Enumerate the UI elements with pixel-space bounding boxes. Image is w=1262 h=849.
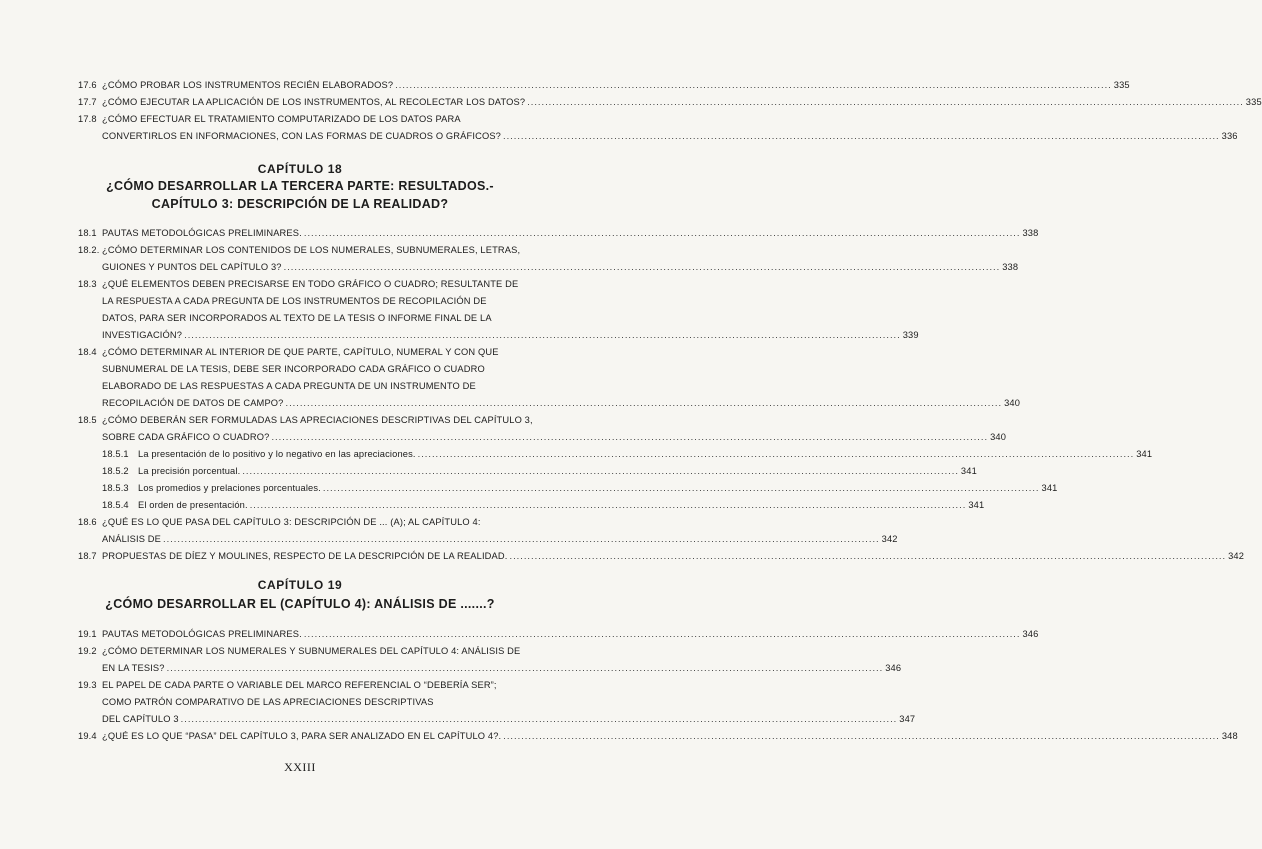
- toc-entry-number: 18.6: [78, 517, 97, 527]
- dot-leader: [304, 626, 1021, 643]
- toc-entry-line: [102, 626, 1039, 643]
- toc-subentry: [78, 463, 977, 480]
- toc-entry-text: La presentación de lo positivo y lo negativo en las apreciaciones.: [138, 449, 416, 459]
- toc-subentry: [78, 446, 1153, 463]
- chapter-18-title-line-1: ¿CÓMO DESARROLLAR LA TERCERA PARTE: RESULTADOS.-: [106, 179, 494, 193]
- toc-entry-line: [102, 242, 521, 259]
- toc-entry-text: Los promedios y prelaciones porcentuales.: [138, 483, 321, 493]
- toc-page-number: 336: [1221, 131, 1238, 141]
- toc-entry-line: [138, 463, 977, 480]
- toc-page-number: 341: [960, 466, 977, 476]
- dot-leader: [163, 531, 880, 548]
- toc-entry-line: [102, 111, 514, 128]
- toc-entry-number: 18.5.1: [102, 449, 129, 459]
- toc-page-number: 340: [990, 432, 1007, 442]
- toc-entry-text: DEL CAPÍTULO 3: [102, 714, 179, 724]
- toc-entry-text: ANÁLISIS DE: [102, 534, 162, 544]
- toc-entry-number: 17.8: [78, 114, 97, 124]
- toc-entry-line: [102, 225, 1039, 242]
- toc-entry-line: [102, 694, 514, 711]
- dot-leader: [510, 548, 1227, 565]
- toc-entry: [78, 514, 898, 548]
- toc-entry-text: ¿CÓMO EFECTUAR EL TRATAMIENTO COMPUTARIZADO DE LOS DATOS PARA: [102, 114, 461, 124]
- toc-page-number: 341: [968, 500, 985, 510]
- toc-block-chapter-17: [78, 77, 1262, 145]
- toc-entry-text: ¿QUÉ ES LO QUE PASA DEL CAPÍTULO 3: DESCRIPCIÓN DE ... (A); AL CAPÍTULO 4:: [102, 517, 481, 527]
- toc-page-number: 342: [881, 534, 898, 544]
- toc-entry: [78, 225, 1039, 242]
- toc-entry-number: 18.5: [78, 415, 97, 425]
- dot-leader: [184, 327, 901, 344]
- toc-entry: [78, 344, 1021, 412]
- toc-entry-line: [102, 128, 1238, 145]
- toc-entry-line: [138, 446, 1153, 463]
- toc-entry-line: [102, 276, 519, 293]
- toc-entry: [78, 677, 916, 728]
- toc-page-number: 341: [1136, 449, 1153, 459]
- toc-entry: [78, 626, 1039, 643]
- toc-entry-text: CONVERTIRLOS EN INFORMACIONES, CON LAS FORMAS DE CUADROS O GRÁFICOS?: [102, 131, 502, 141]
- toc-entry-text: EL PAPEL DE CADA PARTE O VARIABLE DEL MARCO REFERENCIAL O “DEBERÍA SER”;: [102, 680, 497, 690]
- toc-entry-line: [102, 395, 1021, 412]
- toc-entry: [78, 548, 1245, 565]
- toc-entry: [78, 111, 1238, 145]
- toc-entry-number: 18.4: [78, 347, 97, 357]
- dot-leader: [167, 660, 884, 677]
- toc-entry-line: [102, 643, 521, 660]
- toc-entry-number: 19.3: [78, 680, 97, 690]
- toc-entry-text: ¿CÓMO DETERMINAR LOS NUMERALES Y SUBNUMERALES DEL CAPÍTULO 4: ANÁLISIS DE: [102, 646, 521, 656]
- toc-entry-number: 18.1: [78, 228, 97, 238]
- toc-subentry: [78, 480, 1058, 497]
- toc-entry-text: ¿CÓMO DETERMINAR LOS CONTENIDOS DE LOS NUMERALES, SUBNUMERALES, LETRAS,: [102, 245, 521, 255]
- toc-page-number: 338: [1022, 228, 1039, 238]
- chapter-18-title-line-2: CAPÍTULO 3: DESCRIPCIÓN DE LA REALIDAD?: [151, 197, 449, 211]
- toc-page-number: 342: [1228, 551, 1245, 561]
- toc-subentry: [78, 497, 985, 514]
- toc-entry-text: PROPUESTAS DE DÍEZ Y MOULINES, RESPECTO DE LA DESCRIPCIÓN DE LA REALIDAD.: [102, 551, 508, 561]
- toc-entry-text: SUBNUMERAL DE LA TESIS, DEBE SER INCORPORADO CADA GRÁFICO O CUADRO: [102, 364, 485, 374]
- toc-page-number: 347: [899, 714, 916, 724]
- toc-page-number: 346: [885, 663, 902, 673]
- dot-leader: [242, 463, 959, 480]
- toc-entry-text: COMO PATRÓN COMPARATIVO DE LAS APRECIACIONES DESCRIPTIVAS: [102, 697, 434, 707]
- toc-page-number: 348: [1221, 731, 1238, 741]
- dot-leader: [304, 225, 1021, 242]
- toc-entry-number: 17.6: [78, 80, 97, 90]
- toc-entry-text: SOBRE CADA GRÁFICO O CUADRO?: [102, 432, 270, 442]
- toc-entry-number: 17.7: [78, 97, 97, 107]
- toc-entry: [78, 728, 1238, 745]
- toc-page-number: 338: [1002, 262, 1019, 272]
- toc-entry-line: [102, 660, 902, 677]
- dot-leader: [286, 395, 1003, 412]
- toc-entry-line: [102, 412, 533, 429]
- toc-entry-text: ¿CÓMO PROBAR LOS INSTRUMENTOS RECIÉN ELABORADOS?: [102, 80, 394, 90]
- toc-entry-line: [102, 429, 1007, 446]
- toc-entry-line: [102, 548, 1245, 565]
- dot-leader: [503, 728, 1220, 745]
- toc-entry-text: DATOS, PARA SER INCORPORADOS AL TEXTO DE LA TESIS O INFORME FINAL DE LA: [102, 313, 492, 323]
- toc-entry-line: [102, 728, 1238, 745]
- toc-entry-text: ¿QUÉ ES LO QUE “PASA” DEL CAPÍTULO 3, PARA SER ANALIZADO EN EL CAPÍTULO 4?.: [102, 731, 502, 741]
- toc-entry-text: ELABORADO DE LAS RESPUESTAS A CADA PREGUNTA DE UN INSTRUMENTO DE: [102, 381, 476, 391]
- toc-entry: [78, 412, 1007, 446]
- toc-entry-line: [102, 514, 514, 531]
- toc-entry-line: [102, 259, 1019, 276]
- toc-entry-text: GUIONES Y PUNTOS DEL CAPÍTULO 3?: [102, 262, 282, 272]
- toc-entry-line: [102, 77, 1130, 94]
- toc-block-chapter-18: [78, 225, 1245, 565]
- toc-entry-text: ¿CÓMO DETERMINAR AL INTERIOR DE QUE PARTE, CAPÍTULO, NUMERAL Y CON QUE: [102, 347, 499, 357]
- toc-entry-text: La precisión porcentual.: [138, 466, 241, 476]
- toc-entry-line: [102, 310, 514, 327]
- toc-entry-line: [138, 480, 1058, 497]
- toc-entry-number: 19.1: [78, 629, 97, 639]
- toc-entry-line: [102, 94, 1262, 111]
- dot-leader: [418, 446, 1135, 463]
- toc-entry-line: [138, 497, 985, 514]
- toc-entry-line: [102, 344, 514, 361]
- toc-entry-text: ¿CÓMO DEBERÁN SER FORMULADAS LAS APRECIACIONES DESCRIPTIVAS DEL CAPÍTULO 3,: [102, 415, 533, 425]
- dot-leader: [395, 77, 1112, 94]
- toc-entry-text: LA RESPUESTA A CADA PREGUNTA DE LOS INSTRUMENTOS DE RECOPILACIÓN DE: [102, 296, 487, 306]
- toc-entry-text: El orden de presentación.: [138, 500, 248, 510]
- toc-entry-line: [102, 378, 514, 395]
- page-folio: XXIII: [284, 760, 316, 774]
- toc-entry-text: INVESTIGACIÓN?: [102, 330, 183, 340]
- dot-leader: [181, 711, 898, 728]
- toc-entry: [78, 643, 902, 677]
- toc-entry-line: [102, 293, 514, 310]
- toc-entry-line: [102, 361, 514, 378]
- toc-page-number: 340: [1004, 398, 1021, 408]
- toc-entry-number: 18.7: [78, 551, 97, 561]
- toc-entry-number: 18.5.4: [102, 500, 129, 510]
- toc-entry-text: ¿CÓMO EJECUTAR LA APLICACIÓN DE LOS INSTRUMENTOS, AL RECOLECTAR LOS DATOS?: [102, 97, 526, 107]
- toc-entry-text: PAUTAS METODOLÓGICAS PRELIMINARES.: [102, 629, 302, 639]
- toc-page-number: 335: [1113, 80, 1130, 90]
- toc-entry: [78, 276, 919, 344]
- dot-leader: [271, 429, 988, 446]
- dot-leader: [323, 480, 1040, 497]
- dot-leader: [250, 497, 967, 514]
- toc-entry: [78, 94, 1262, 111]
- dot-leader: [503, 128, 1220, 145]
- toc-entry-number: 19.2: [78, 646, 97, 656]
- toc-entry-text: ¿QUÉ ELEMENTOS DEBEN PRECISARSE EN TODO GRÁFICO O CUADRO; RESULTANTE DE: [102, 279, 519, 289]
- toc-entry-number: 18.3: [78, 279, 97, 289]
- dot-leader: [527, 94, 1244, 111]
- toc-entry-text: EN LA TESIS?: [102, 663, 165, 673]
- toc-page-number: 346: [1022, 629, 1039, 639]
- chapter-19-title: ¿CÓMO DESARROLLAR EL (CAPÍTULO 4): ANÁLISIS DE .......?: [105, 597, 495, 611]
- toc-entry-text: RECOPILACIÓN DE DATOS DE CAMPO?: [102, 398, 284, 408]
- toc-block-chapter-19: [78, 626, 1238, 745]
- toc-page-number: 339: [902, 330, 919, 340]
- toc-entry-line: [102, 531, 898, 548]
- toc-entry-number: 18.5.3: [102, 483, 129, 493]
- toc-entry: [78, 242, 1019, 276]
- toc-entry-number: 18.2.: [78, 245, 100, 255]
- chapter-18-label: CAPÍTULO 18: [257, 162, 343, 176]
- toc-page-number: 341: [1041, 483, 1058, 493]
- toc-entry: [78, 77, 1130, 94]
- toc-entry-line: [102, 677, 514, 694]
- toc-entry-number: 19.4: [78, 731, 97, 741]
- chapter-19-label: CAPÍTULO 19: [257, 578, 343, 592]
- toc-entry-number: 18.5.2: [102, 466, 129, 476]
- dot-leader: [284, 259, 1001, 276]
- toc-entry-text: PAUTAS METODOLÓGICAS PRELIMINARES.: [102, 228, 302, 238]
- toc-entry-line: [102, 327, 919, 344]
- toc-page-number: 335: [1245, 97, 1262, 107]
- toc-entry-line: [102, 711, 916, 728]
